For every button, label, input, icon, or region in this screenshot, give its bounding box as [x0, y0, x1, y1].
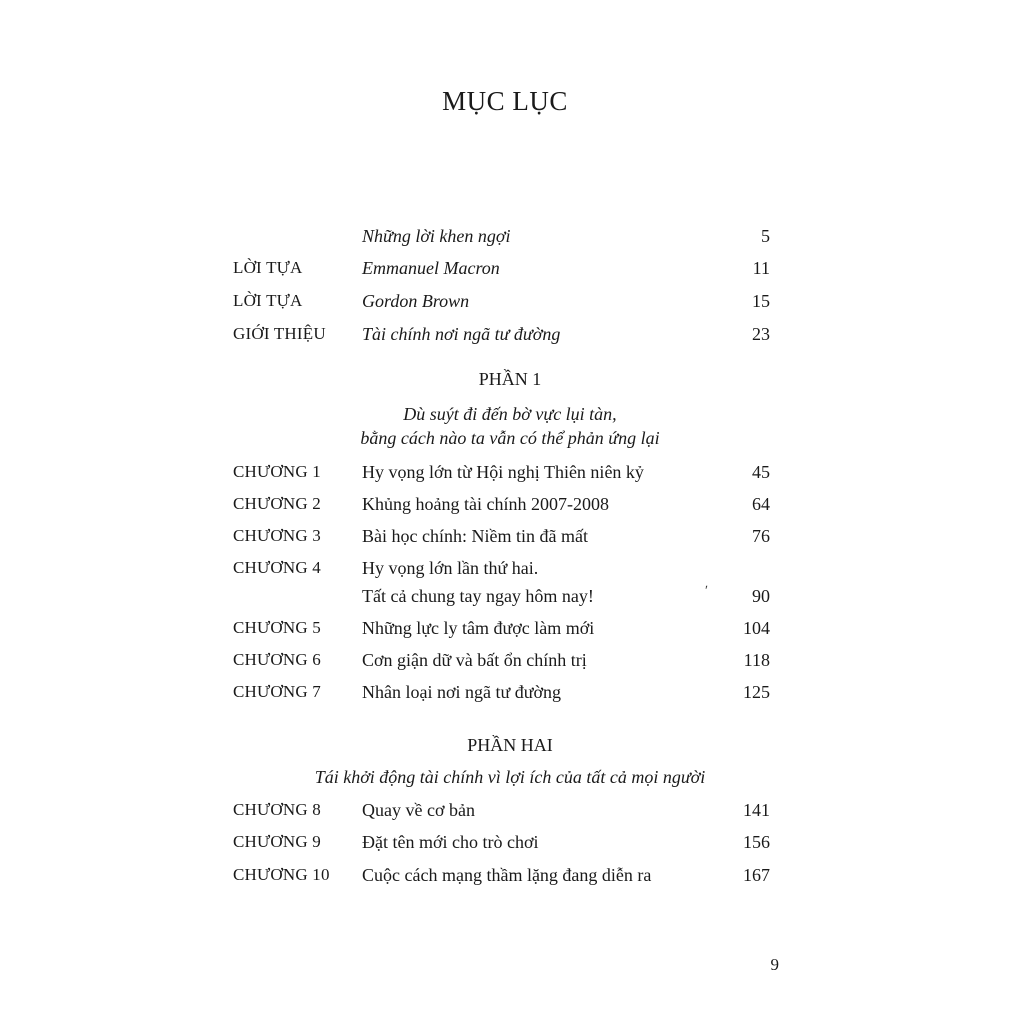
- entry-label: CHƯƠNG 8: [233, 800, 321, 819]
- entry-label: CHƯƠNG 9: [233, 832, 321, 851]
- entry-title: Đặt tên mới cho trò chơi: [362, 832, 539, 852]
- toc-entry-chapter-6: [0, 650, 1024, 680]
- entry-title-line-2: Tất cả chung tay ngay hôm nay!: [362, 586, 594, 606]
- entry-label: CHƯƠNG 5: [233, 618, 321, 637]
- entry-page: 5: [761, 226, 770, 246]
- entry-page: 76: [752, 526, 770, 546]
- entry-page: 15: [752, 291, 770, 311]
- entry-title: Nhân loại nơi ngã tư đường: [362, 682, 562, 702]
- entry-page: 45: [752, 462, 770, 482]
- toc-entry-foreword-macron: [0, 258, 1024, 288]
- entry-title: Hy vọng lớn từ Hội nghị Thiên niên kỷ: [362, 462, 644, 482]
- part-1-subtitle-line-1: Dù suýt đi đến bờ vực lụi tàn,: [403, 404, 617, 424]
- toc-entry-introduction: [0, 324, 1024, 354]
- part-2-subtitle: Tái khởi động tài chính vì lợi ích của tất cả mọi người: [314, 767, 706, 787]
- entry-title: Khủng hoảng tài chính 2007-2008: [362, 494, 609, 514]
- entry-title: Những lời khen ngợi: [362, 226, 511, 246]
- toc-entry-chapter-10: [0, 865, 1024, 895]
- entry-label: CHƯƠNG 3: [233, 526, 321, 545]
- entry-label: CHƯƠNG 2: [233, 494, 321, 513]
- entry-page: 125: [743, 682, 770, 702]
- toc-entry-chapter-2: [0, 494, 1024, 524]
- entry-title: Bài học chính: Niềm tin đã mất: [362, 526, 588, 546]
- part-1-subtitle-line-2: bằng cách nào ta vẫn có thể phản ứng lại: [360, 428, 660, 448]
- part-1-heading: PHẦN 1: [478, 369, 542, 389]
- entry-label: CHƯƠNG 6: [233, 650, 321, 669]
- entry-title: Cuộc cách mạng thầm lặng đang diễn ra: [362, 865, 652, 885]
- entry-label: GIỚI THIỆU: [233, 324, 326, 343]
- stray-mark: ʹ: [705, 584, 709, 599]
- entry-page: 11: [752, 258, 770, 278]
- part-2-heading: PHẦN HAI: [467, 735, 553, 755]
- entry-title: Hy vọng lớn lần thứ hai.: [362, 558, 539, 578]
- entry-page: 118: [743, 650, 770, 670]
- entry-label: CHƯƠNG 4: [233, 558, 321, 577]
- entry-label: LỜI TỰA: [233, 258, 303, 277]
- toc-entry-praise: [0, 226, 1024, 256]
- entry-title: Những lực ly tâm được làm mới: [362, 618, 595, 638]
- toc-entry-chapter-7: [0, 682, 1024, 712]
- entry-label: CHƯƠNG 1: [233, 462, 321, 481]
- entry-label: LỜI TỰA: [233, 291, 303, 310]
- entry-page: 167: [743, 865, 770, 885]
- page-title: MỤC LỤC: [442, 86, 568, 116]
- toc-entry-chapter-8: [0, 800, 1024, 830]
- entry-title: Emmanuel Macron: [362, 258, 500, 278]
- toc-entry-chapter-9: [0, 832, 1024, 862]
- toc-entry-chapter-4: [0, 558, 1024, 588]
- toc-entry-foreword-brown: [0, 291, 1024, 321]
- entry-page: 64: [752, 494, 770, 514]
- entry-page: 23: [752, 324, 770, 344]
- page-number: 9: [770, 955, 779, 974]
- toc-entry-chapter-5: [0, 618, 1024, 648]
- entry-title: Cơn giận dữ và bất ổn chính trị: [362, 650, 587, 670]
- entry-page: 104: [743, 618, 770, 638]
- entry-page: 141: [743, 800, 770, 820]
- toc-entry-chapter-4-continued: [0, 586, 1024, 616]
- entry-title: Quay về cơ bản: [362, 800, 475, 820]
- toc-entry-chapter-3: [0, 526, 1024, 556]
- entry-page: 156: [743, 832, 770, 852]
- entry-label: CHƯƠNG 7: [233, 682, 321, 701]
- entry-label: CHƯƠNG 10: [233, 865, 330, 884]
- toc-entry-chapter-1: [0, 462, 1024, 492]
- entry-title: Gordon Brown: [362, 291, 470, 311]
- entry-page: 90: [752, 586, 770, 606]
- entry-title: Tài chính nơi ngã tư đường: [362, 324, 561, 344]
